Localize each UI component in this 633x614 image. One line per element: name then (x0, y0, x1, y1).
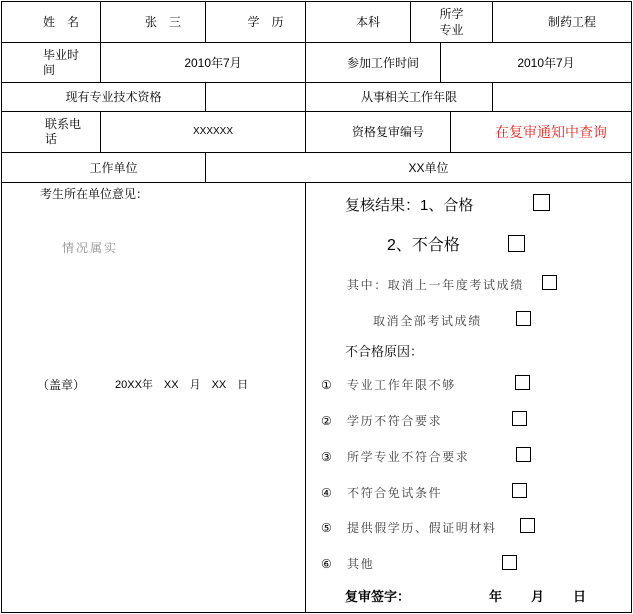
reason-item (306, 449, 631, 465)
review-number-value: 在复审通知中查询 (450, 111, 632, 153)
employer-label: 工作单位 (1, 152, 206, 183)
reason-text: 提供假学历、假证明材料 (347, 521, 497, 535)
reason-number: ① (321, 378, 332, 392)
result-pass-label: 复核结果：1、合格 (345, 197, 474, 214)
seal-label: （盖章） (37, 378, 86, 392)
reasons-title: 不合格原因： (345, 344, 424, 359)
work-years-value (492, 82, 632, 112)
reason-number: ③ (321, 450, 332, 464)
cancel-last-year-label: 其中：取消上一年度考试成绩 (347, 278, 524, 292)
reason-number: ② (321, 414, 332, 428)
reason-item (306, 556, 631, 572)
qualification-label: 现有专业技术资格 (1, 82, 206, 112)
name-label: 姓 名 (1, 1, 101, 43)
work-start-value: 2010年7月 (440, 42, 632, 83)
reason-item (306, 520, 631, 536)
employer-value: XX单位 (205, 152, 632, 183)
phone-value: XXXXXX (100, 111, 306, 153)
major-label-text: 所学专业 (439, 7, 464, 37)
major-label (410, 1, 493, 43)
reason-item (306, 377, 631, 393)
cancel-all-scores-checkbox[interactable] (516, 311, 531, 326)
result-fail-checkbox[interactable] (508, 235, 525, 252)
cancel-last-year-checkbox[interactable] (542, 275, 557, 290)
unit-opinion-text: 情况属实 (62, 241, 119, 255)
unit-opinion-panel (1, 182, 306, 613)
reason-number: ④ (321, 486, 332, 500)
reason-4-checkbox[interactable] (512, 483, 527, 498)
reason-3-checkbox[interactable] (516, 447, 531, 462)
reason-2-checkbox[interactable] (512, 411, 527, 426)
graduation-label-text: 毕业时间 (43, 47, 80, 77)
name-value: 张 三 (100, 1, 206, 43)
reason-text: 学历不符合要求 (347, 414, 443, 428)
reason-text: 不符合免试条件 (347, 486, 443, 500)
reason-6-checkbox[interactable] (502, 555, 517, 570)
reason-text: 所学专业不符合要求 (347, 450, 470, 464)
reason-item (306, 485, 631, 501)
unit-opinion-date: 20XX年 XX 月 XX 日 (115, 379, 249, 391)
reason-text: 专业工作年限不够 (347, 378, 456, 392)
education-label: 学 历 (205, 1, 306, 43)
major-value: 制药工程 (492, 1, 632, 43)
reason-number: ⑤ (321, 521, 332, 535)
signature-day: 日 (573, 589, 587, 604)
qualification-value (205, 82, 306, 112)
education-value: 本科 (305, 1, 411, 43)
reason-item (306, 413, 631, 429)
graduation-value: 2010年7月 (100, 42, 306, 83)
unit-opinion-label: 考生所在单位意见： (40, 187, 149, 201)
reason-1-checkbox[interactable] (515, 375, 530, 390)
reason-5-checkbox[interactable] (520, 518, 535, 533)
cancel-all-scores-label: 取消全部考试成绩 (373, 314, 482, 328)
reason-number: ⑥ (321, 557, 332, 571)
review-panel (305, 182, 632, 613)
signature-month: 月 (531, 589, 545, 604)
signature-label: 复审签字： (345, 589, 411, 604)
result-fail-label: 2、不合格 (387, 237, 460, 254)
phone-label (1, 111, 101, 153)
reason-text: 其他 (347, 557, 375, 571)
phone-label-text: 联系电话 (45, 117, 82, 146)
review-number-label: 资格复审编号 (305, 111, 451, 153)
signature-year: 年 (489, 589, 503, 604)
work-start-label: 参加工作时间 (305, 42, 441, 83)
work-years-label: 从事相关工作年限 (305, 82, 493, 112)
result-pass-checkbox[interactable] (533, 194, 550, 211)
graduation-label (1, 42, 101, 83)
